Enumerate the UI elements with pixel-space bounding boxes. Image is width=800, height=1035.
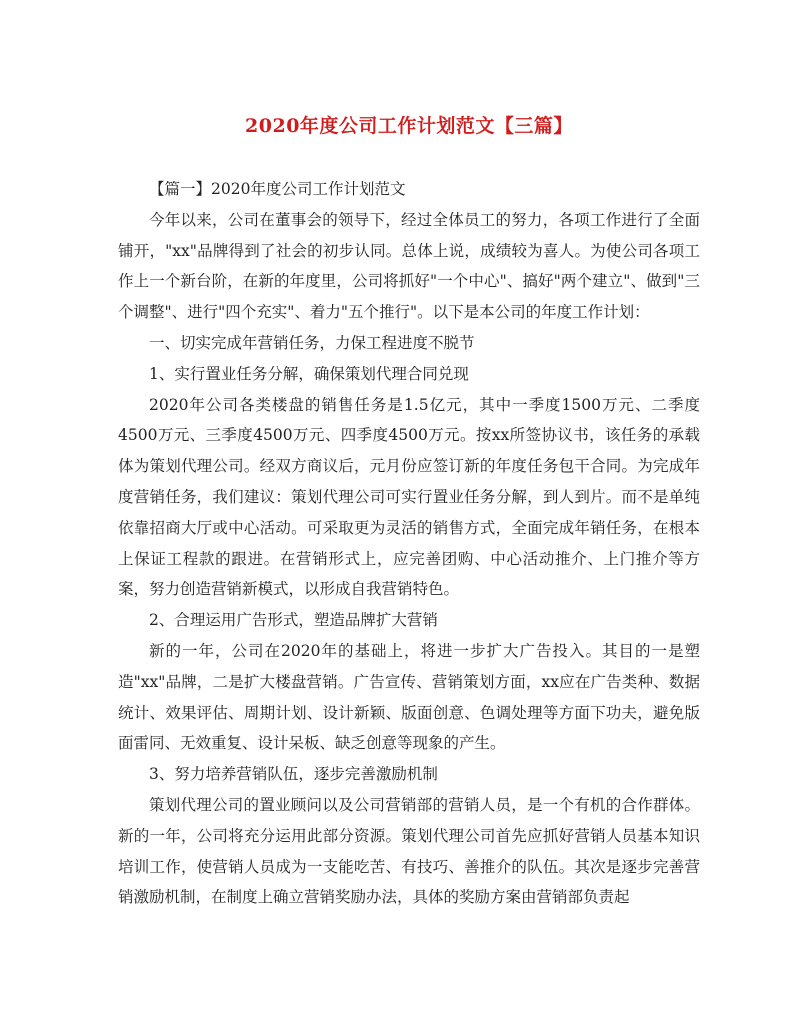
body-paragraph: 新的一年，公司在2020年的基础上，将进一步扩大广告投入。其目的一是塑造"xx"品牌，二是扩大楼盘营销。广告宣传、营销策划方面，xx应在广告类种、数据统计、效果评估、周期计划、设计新颖、版面创意、色调处理等方面下功夫，避免版面雷同、无效重复、设计呆板、缺乏创意等现象的产生。: [118, 641, 700, 753]
body-paragraph: 今年以来，公司在董事会的领导下，经过全体员工的努力，各项工作进行了全面铺开，"xx"品牌得到了社会的初步认同。总体上说，成绩较为喜人。为使公司各项工作上一个新台阶，在新的年度里，公司将抓好"一个中心"、搞好"两个建立"、做到"三个调整"、进行"四个充实"、着力"五个推行"。以下是本公司的年度工作计划：: [118, 210, 700, 322]
section-heading: 【篇一】2020年度公司工作计划范文: [149, 180, 406, 198]
body-paragraph: 2020年公司各类楼盘的销售任务是1.5亿元，其中一季度1500万元、二季度4500万元、三季度4500万元、四季度4500万元。按xx所签协议书，该任务的承载体为策划代理公司。经双方商议后，元月份应签订新的年度任务包干合同。为完成年度营销任务，我们建议：策划代理公司可实行置业任务分解，到人到片。而不是单纯依靠招商大厅或中心活动。可采取更为灵活的销售方式，全面完成年销任务，在根本上保证工程款的跟进。在营销形式上，应完善团购、中心活动推介、上门推介等方案，努力创造营销新模式，以形成自我营销特色。: [118, 395, 700, 599]
subsection-heading: 3、努力培养营销队伍，逐步完善激励机制: [149, 765, 438, 784]
subsection-heading: 一、切实完成年营销任务，力保工程进度不脱节: [149, 333, 475, 352]
document-body: [118, 174, 700, 913]
subsection-heading: 1、实行置业任务分解，确保策划代理合同兑现: [149, 364, 469, 383]
body-paragraph: 策划代理公司的置业顾问以及公司营销部的营销人员，是一个有机的合作群体。新的一年，公司将充分运用此部分资源。策划代理公司首先应抓好营销人员基本知识培训工作，使营销人员成为一支能吃苦、有技巧、善推介的队伍。其次是逐步完善营销激励机制，在制度上确立营销奖励办法，具体的奖励方案由营销部负责起: [118, 795, 700, 907]
subsection-heading: 2、合理运用广告形式，塑造品牌扩大营销: [149, 611, 438, 630]
document-title: 2020年度公司工作计划范文【三篇】: [245, 115, 573, 137]
